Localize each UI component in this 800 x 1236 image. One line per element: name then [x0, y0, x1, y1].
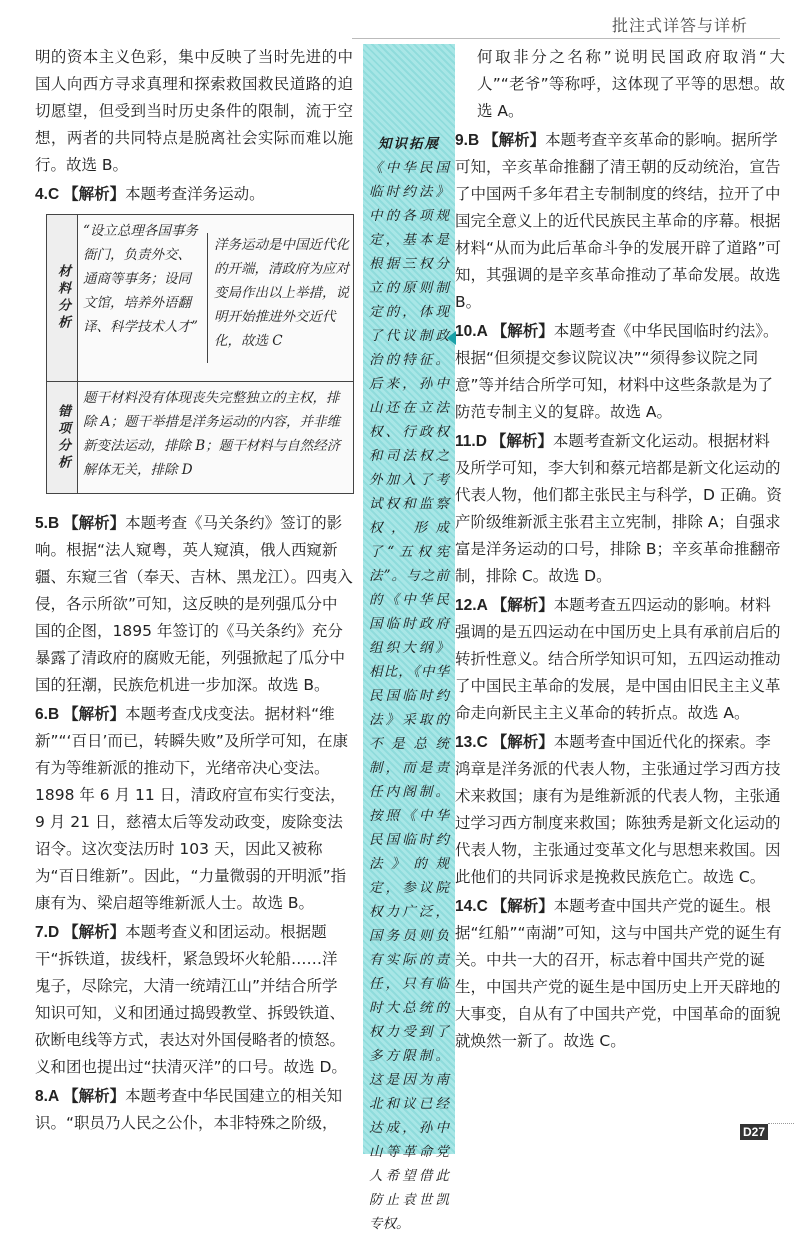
sidebar-title: 知识拓展 [378, 136, 440, 152]
question-text: 本题考查义和团运动。根据题干“拆铁道，拔线杆，紧急毁坏火轮船……洋鬼子，尽除完，大清一统靖江山”并结合所学知识可知，义和团通过捣毁教堂、拆毁铁道、砍断电线等方式，表达对外国侵略者的愤怒。义和团也提出过“扶清灭洋”的口号。故选 D。 [35, 923, 347, 1076]
answer-letter: A [47, 1088, 60, 1105]
sidebar-content [369, 132, 449, 1236]
question-9 [455, 127, 785, 316]
row-label [47, 382, 78, 493]
question-11 [455, 428, 785, 590]
label-text: 错项分析 [55, 403, 70, 472]
analysis-table [46, 214, 354, 494]
continued-text: 何取非分之名称”说明民国政府取消“大人”“老爷”等称呼，这体现了平等的思想。故选 A。 [477, 48, 785, 120]
analysis-tag: 【解析】 [491, 897, 554, 915]
material-analysis-row [47, 215, 353, 382]
analysis-tag: 【解析】 [63, 923, 126, 941]
question-number: 10. [455, 323, 477, 340]
question-text: 本题考查洋务运动。 [125, 185, 265, 203]
question-number: 4. [35, 186, 48, 203]
answer-letter: C [47, 186, 60, 203]
label-text: 材料分析 [55, 264, 70, 332]
left-column [35, 44, 353, 1137]
material-quote: “设立总理各国事务衙门，负责外交、通商等事务；设同文馆，培养外语翻译、科学技术人才” [83, 223, 198, 335]
question-number: 12. [455, 597, 477, 614]
header-rule [352, 38, 780, 39]
analysis-tag: 【解析】 [63, 185, 126, 203]
sidebar-text: 《中华民国临时约法》中的各项规定，基本是根据三权分立的原则制定的，体现了代议制政治的特征。后来，孙中山还在立法权、行政权和司法权之外加入了考试权和监察权，形成了“五权宪法”。与之前的《中华民国临时政府组织大纲》相比，《中华民国临时约法》采取的不是总统制，而是责任内阁制。按照《中华民国临时约法》的规定，参议院权力广泛，国务员则负有实际的责任，只有临时大总统的权力受到了多方限制。这是因为南北和议已经达成，孙中山等革命党人希望借此防止袁世凯专权。 [369, 160, 449, 1232]
answer-letter: A [476, 323, 488, 340]
question-text: 本题考查新文化运动。根据材料及所学可知，李大钊和蔡元培都是新文化运动的代表人物，他们都主张民主与科学，D 正确。资产阶级维新派主张君主立宪制，排除 A；自强求富是洋务运动的口号，排除 B；辛亥革命推翻帝制，排除 C。故选 D。 [455, 432, 782, 585]
question-text: 本题考查辛亥革命的影响。据所学可知，辛亥革命推翻了清王朝的反动统治，宣告了中国两千多年君主专制制度的终结，拉开了中国完全意义上的近代民族民主革命的序幕。根据材料“从而为此后革命斗争的发展开辟了道路”可知，其强调的是辛亥革命推动了革命发展。故选 B。 [455, 131, 782, 311]
question-text: 本题考查戊戌变法。据材料“维新”“‘百日’而已，转瞬失败”及所学可知，在康有为等维新派的推动下，光绪帝决心变法。1898 年 6 月 11 日，清政府宣布实行变法，9 月 21 日，慈禧太后等发动政变，废除变法诏令。这次变法历时 103 天，因此又被称为“百日维新”。因此，“力量微弱的开明派”指康有为、梁启超等维新派人士。故选 B。 [35, 705, 348, 912]
analysis-tag: 【解析】 [490, 432, 553, 450]
intro-paragraph: 明的资本主义色彩，集中反映了当时先进的中国人向西方寻求真理和探索救国救民道路的迫切愿望，但受到当时历史条件的限制，流于空想，两者的共同特点是脱离社会实际而难以施行。故选 B。 [35, 48, 353, 174]
question-text: 本题考查中国近代化的探索。李鸿章是洋务派的代表人物，主张通过学习西方技术来救国；康有为是维新派的代表人物，主张通过学习西方制度来救国；陈独秀是新文化运动的代表人物，主张通过变革文化与思想来救国。因此他们的共同诉求是挽救民族危亡。故选 C。 [455, 733, 781, 886]
question-number: 7. [35, 924, 48, 941]
question-12 [455, 592, 785, 727]
analysis-tag: 【解析】 [491, 322, 554, 340]
right-column [455, 44, 785, 1055]
analysis-tag: 【解析】 [63, 705, 126, 723]
page-header [0, 0, 800, 40]
question-8 [35, 1083, 353, 1137]
wrong-options-text: 题干材料没有体现丧失完整独立的主权，排除 A；题干举措是洋务运动的内容，并非维新变法运动，排除 B；题干材料与自然经济解体无关，排除 D [83, 390, 341, 478]
question-number: 5. [35, 515, 48, 532]
answer-letter: B [47, 515, 60, 532]
question-text: 本题考查《马关条约》签订的影响。根据“法人窥粤，英人窥滇，俄人西窥新疆、东窥三省（奉天、吉林、黑龙江）。四夷入侵，各示所欲”可知，这反映的是列强瓜分中国的企图，1895 年签订的《马关条约》充分暴露了清政府的腐败无能，列强掀起了瓜分中国的狂潮，民族危机进一步加深。故选 B。 [35, 514, 353, 694]
analysis-tag: 【解析】 [491, 733, 554, 751]
question-text: 本题考查五四运动的影响。材料强调的是五四运动在中国历史上具有承前启后的转折性意义。结合所学知识可知，五四运动推动了中国民主革命的发展，是中国由旧民主主义革命走向新民主主义革命的转折点。故选 A。 [455, 596, 781, 722]
answer-letter: D [47, 924, 60, 941]
page-corner-dots [768, 1123, 794, 1142]
analysis-tag: 【解析】 [63, 514, 126, 532]
answer-letter: C [476, 898, 488, 915]
answer-letter: A [476, 597, 488, 614]
continued-paragraph [455, 44, 785, 125]
question-14 [455, 893, 785, 1055]
material-conclusion: 洋务运动是中国近代化的开端，清政府为应对变局作出以上举措，说明开始推进外交近代化，故选 C [207, 233, 354, 363]
header-title: 批注式详答与详析 [611, 16, 748, 35]
question-text: 本题考查《中华民国临时约法》。根据“但须提交参议院议决”“须得参议院之同意”等并结合所学可知，材料中这些条款是为了防范专制主义的复辟。故选 A。 [455, 322, 779, 421]
question-number: 11. [455, 433, 476, 450]
answer-letter: B [47, 706, 60, 723]
answer-letter: D [475, 433, 487, 450]
question-5 [35, 510, 353, 699]
question-6 [35, 701, 353, 917]
question-number: 13. [455, 734, 477, 751]
question-number: 9. [455, 132, 468, 149]
answer-letter: B [467, 132, 480, 149]
analysis-tag: 【解析】 [491, 596, 554, 614]
question-10 [455, 318, 785, 426]
wrong-options-row [47, 382, 353, 493]
question-text: 本题考查中华民国建立的相关知识。“职员乃人民之公仆，本非特殊之阶级， [35, 1087, 343, 1132]
question-4 [35, 181, 353, 208]
page-number: D27 [740, 1124, 768, 1140]
knowledge-sidebar [363, 44, 455, 1232]
question-number: 14. [455, 898, 477, 915]
question-13 [455, 729, 785, 891]
question-number: 6. [35, 706, 48, 723]
question-7 [35, 919, 353, 1081]
row-label [47, 215, 78, 381]
analysis-tag: 【解析】 [63, 1087, 126, 1105]
question-text: 本题考查中国共产党的诞生。根据“红船”“南湖”可知，这与中国共产党的诞生有关。中共一大的召开，标志着中国共产党的诞生，中国共产党的诞生是中国历史上开天辟地的大事变，自从有了中国共产党，中国革命的面貌就焕然一新了。故选 C。 [455, 897, 782, 1050]
answer-letter: C [476, 734, 488, 751]
question-number: 8. [35, 1088, 48, 1105]
analysis-tag: 【解析】 [483, 131, 546, 149]
